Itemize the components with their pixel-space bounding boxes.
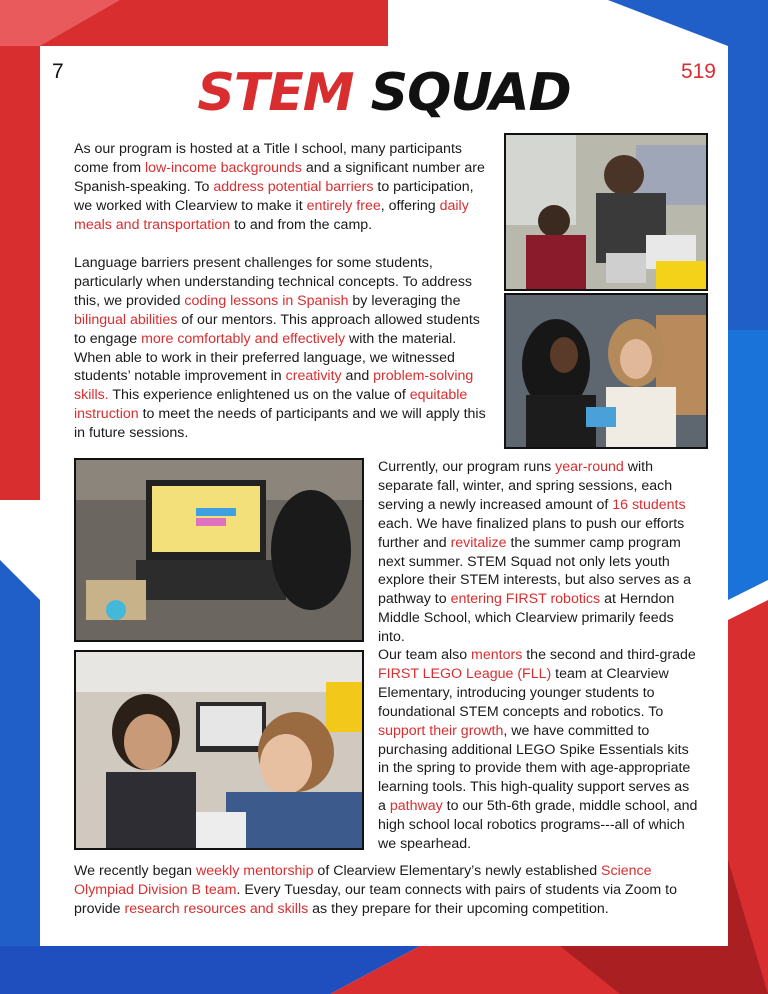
body-text: with the material. When able to work in their preferred language, we witnessed students’ notable improvement in: [74, 330, 457, 385]
body-text: the summer camp program next summer. STEM Squad not only lets youth explore their STEM interests, but also serves as a pathway to: [378, 534, 692, 608]
body-text: each. We have finalized plans to push our efforts further and: [378, 515, 685, 551]
body-text: of Clearview Elementary’s newly established: [313, 863, 602, 879]
highlight-text: 16 students: [612, 496, 686, 513]
photo-smiling-students: [504, 293, 708, 449]
highlight-text: equitable instruction: [74, 387, 468, 423]
body-text: to meet the needs of participants and we will apply this in future sessions.: [74, 406, 486, 442]
highlight-text: coding lessons in Spanish: [184, 292, 349, 309]
highlight-text: daily meals and transportation: [74, 197, 469, 233]
highlight-text: revitalize: [450, 534, 507, 551]
body-text: , we have committed to purchasing additional LEGO Spike Essentials kits in the spring to provide them with age-appropriate learning tools. This high-quality support serves as a: [378, 722, 691, 815]
paragraph-access: [74, 140, 494, 235]
highlight-text: research resources and skills: [124, 900, 309, 917]
body-text: . Every Tuesday, our team connects with pairs of students via Zoom to provide: [74, 881, 677, 917]
highlight-text: pathway: [389, 798, 443, 815]
page-number-left: 7: [52, 60, 64, 83]
body-text: to participation, we worked with Clearview to make it: [74, 178, 474, 214]
highlight-text: year-round: [555, 459, 624, 475]
highlight-text: problem-solving skills.: [74, 368, 474, 404]
highlight-text: Science Olympiad Division B team: [74, 863, 652, 898]
body-text: Language barriers present challenges for some students, particularly when understanding technical concepts. To address this, we provided: [74, 255, 473, 309]
body-text: This experience enlightened us on the value of: [108, 387, 410, 404]
body-text: and a significant number are Spanish-speaking. To: [74, 159, 485, 195]
body-text: Our team also: [378, 647, 472, 663]
paragraph-science-olympiad: [74, 862, 706, 919]
body-text: of our mentors. This approach allowed students to engage: [74, 311, 480, 347]
body-text: by leveraging the: [348, 292, 461, 309]
body-text: Currently, our program runs: [378, 459, 556, 475]
highlight-text: weekly mentorship: [195, 863, 314, 879]
body-text: to and from the camp.: [230, 216, 373, 233]
paragraph-language: [74, 254, 494, 443]
highlight-text: more comfortably and effectively: [141, 330, 346, 347]
highlight-text: entering FIRST robotics: [450, 591, 601, 608]
title-squad: SQUAD: [370, 63, 571, 123]
body-text: As our program is hosted at a Title I school, many participants come from: [74, 141, 462, 176]
body-text: and: [341, 368, 374, 385]
body-text: the second and third-grade: [522, 647, 696, 663]
body-text: team at Clearview Elementary, introducing younger students to foundational STEM concepts and robotics. To: [378, 665, 669, 720]
page-title: [0, 60, 768, 126]
highlight-text: support their growth: [378, 722, 504, 739]
page-number-right: 519: [680, 60, 716, 83]
body-text: We recently began: [74, 863, 196, 879]
highlight-text: creativity: [285, 368, 342, 385]
body-text: to our 5th-6th grade, middle school, and high school local robotics programs---all of which we spearhead.: [378, 798, 698, 853]
photo-students-at-laptop: [504, 133, 708, 291]
body-text: as they prepare for their upcoming competition.: [308, 900, 609, 917]
highlight-text: entirely free: [306, 197, 381, 214]
body-text: at Herndon Middle School, which Clearview primarily feeds into.: [378, 591, 675, 646]
highlight-text: mentors: [471, 647, 523, 663]
highlight-text: low-income backgrounds: [144, 159, 302, 176]
photo-mentor-and-student: [74, 650, 364, 850]
body-text: with separate fall, winter, and spring sessions, each serving a newly increased amount of: [378, 459, 673, 513]
title-stem: STEM: [197, 63, 354, 123]
highlight-text: address potential barriers: [213, 178, 374, 195]
photo-coding-laptop: [74, 458, 364, 642]
paragraph-program: [378, 458, 700, 647]
body-text: , offering: [380, 197, 440, 214]
paragraph-mentorship-fll: [378, 646, 700, 854]
highlight-text: bilingual abilities: [74, 311, 178, 328]
highlight-text: FIRST LEGO League (FLL): [378, 665, 552, 682]
